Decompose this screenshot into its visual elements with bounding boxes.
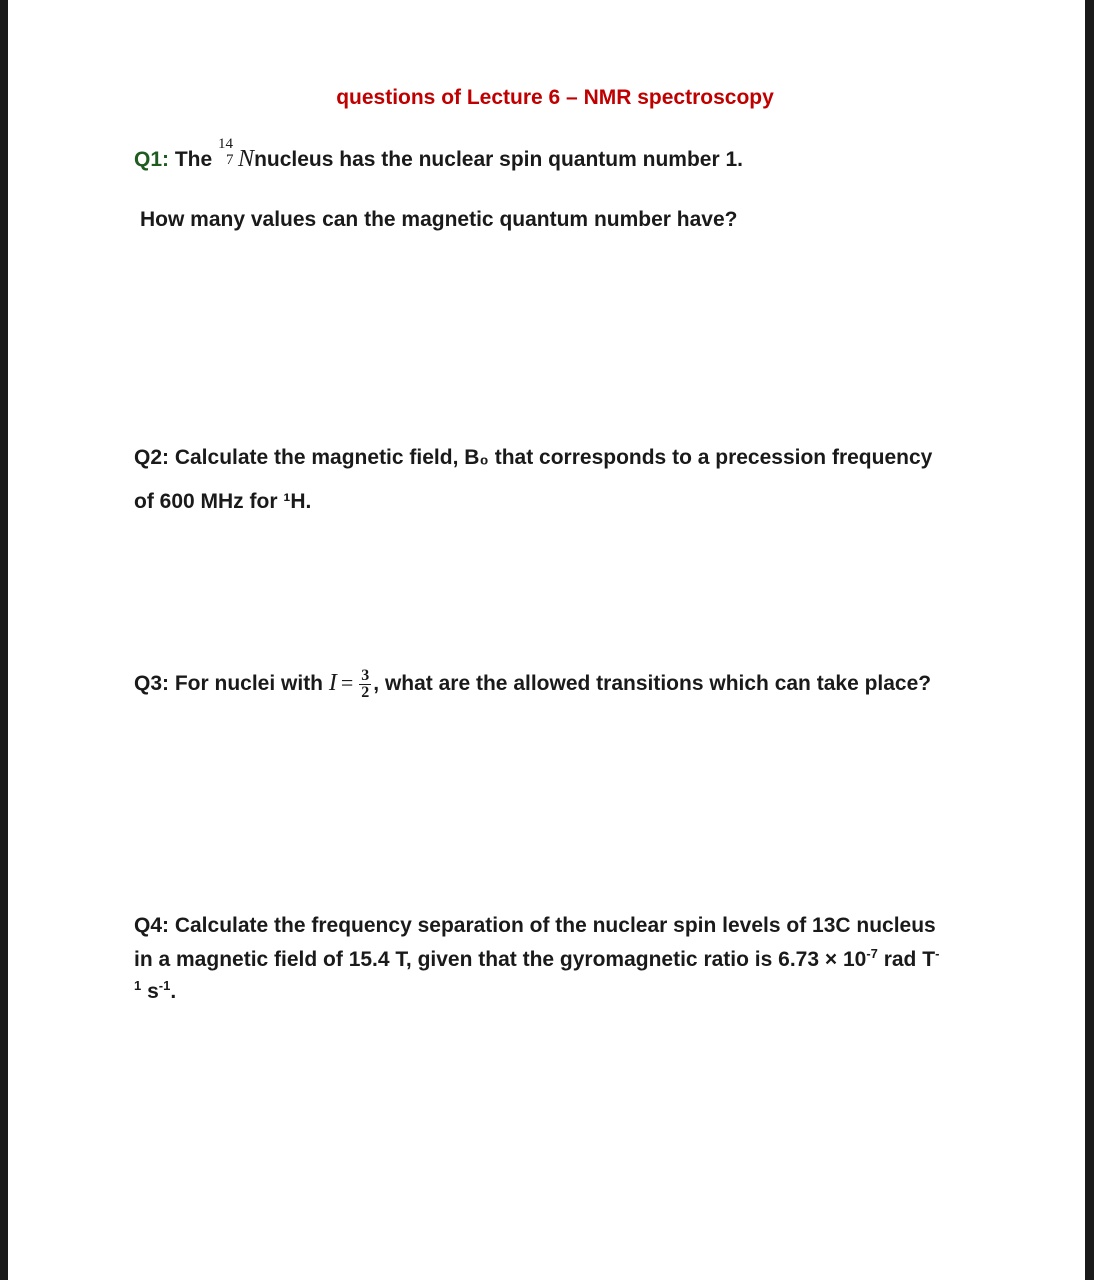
question-4-unit-text: rad T — [877, 948, 936, 971]
nitrogen-nuclide-symbol — [218, 136, 238, 168]
element-symbol: N — [238, 146, 255, 172]
equals-sign: = — [340, 670, 354, 696]
question-3 — [134, 668, 931, 701]
page-title: questions of Lecture 6 – NMR spectroscopy — [336, 86, 774, 109]
fraction-three-halves — [359, 668, 371, 701]
question-4-line-2 — [134, 946, 939, 972]
question-1-statement — [134, 136, 743, 173]
atomic-number: 7 — [226, 152, 234, 168]
period: . — [170, 980, 177, 1003]
exponent-minus-seven: -7 — [866, 946, 878, 961]
question-2-line-1: Q2: Calculate the magnetic field, B₀ that corresponds to a precession frequency — [134, 446, 933, 469]
question-4-line-3 — [134, 978, 176, 1004]
question-1-post: nucleus has the nuclear spin quantum number 1. — [254, 148, 743, 171]
question-1-pre: The — [174, 148, 213, 171]
document-page — [8, 0, 1085, 1280]
question-4-line-1: Q4: Calculate the frequency separation of the nuclear spin levels of 13C nucleus — [134, 914, 936, 937]
seconds-unit: s — [147, 980, 159, 1003]
question-3-post: , what are the allowed transitions which can take place? — [373, 672, 932, 696]
exponent-one: 1 — [134, 978, 142, 993]
exponent-minus-one: -1 — [158, 978, 171, 993]
spin-variable: I — [328, 670, 337, 697]
question-1-question: How many values can the magnetic quantum number have? — [140, 208, 738, 231]
question-4-line-2-text: in a magnetic field of 15.4 T, given that the gyromagnetic ratio is 6.73 × 10 — [134, 948, 867, 971]
mass-number: 14 — [218, 136, 234, 152]
fraction-denominator: 2 — [361, 684, 370, 701]
question-3-pre: Q3: For nuclei with — [134, 672, 324, 696]
question-2-line-2: of 600 MHz for ¹H. — [134, 490, 312, 513]
question-1-label: Q1: — [134, 148, 170, 171]
fraction-numerator: 3 — [361, 667, 370, 684]
exponent-minus: - — [935, 946, 940, 961]
